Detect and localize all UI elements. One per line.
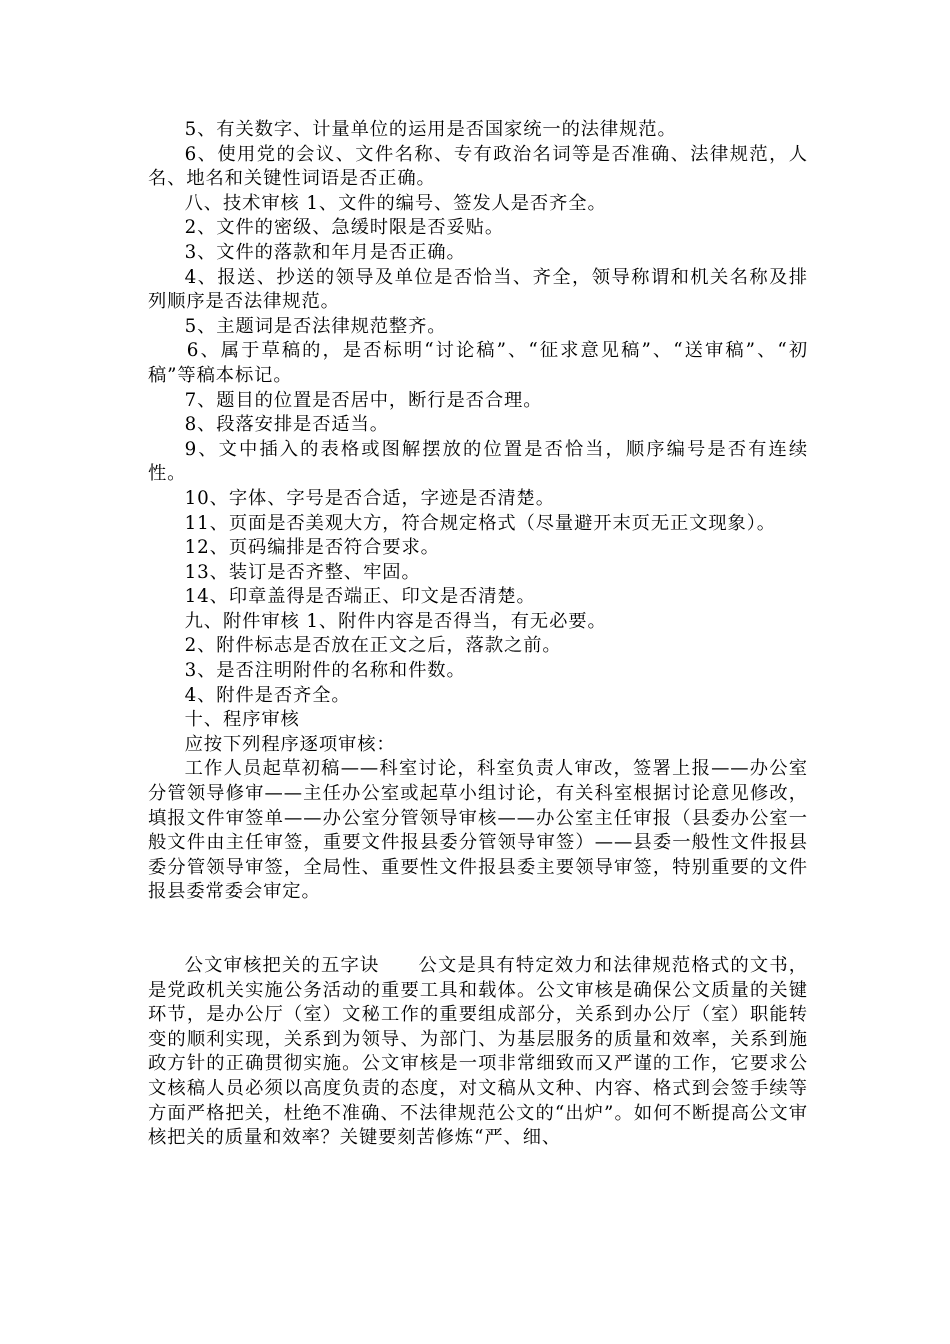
section-8-technical-review: 八、技术审核 1、文件的编号、签发人是否齐全。 bbox=[184, 192, 607, 214]
item-7-title-position: 7、题目的位置是否居中，断行是否合理。 bbox=[184, 389, 543, 411]
item-4-recipients: 4、报送、抄送的领导及单位是否恰当、齐全，领导称谓和机关名称及排列顺序是否法律规范。 bbox=[148, 266, 808, 313]
document-page bbox=[148, 118, 808, 1151]
item-13-binding: 13、装订是否齐整、牢固。 bbox=[184, 561, 421, 583]
procedure-intro: 应按下列程序逐项审核： bbox=[184, 733, 396, 755]
item-5-subject-words: 5、主题词是否法律规范整齐。 bbox=[184, 315, 447, 337]
attachment-item-3: 3、是否注明附件的名称和件数。 bbox=[184, 660, 466, 682]
attachment-item-4: 4、附件是否齐全。 bbox=[184, 684, 351, 706]
item-2-secret-level: 2、文件的密级、急缓时限是否妥贴。 bbox=[184, 217, 505, 239]
paragraph-gap bbox=[148, 905, 808, 954]
procedure-steps: 工作人员起草初稿——科室讨论，科室负责人审改，签署上报——办公室分管领导修审——主任办公室或起草小组讨论，有关科室根据讨论意见修改，填报文件审签单——办公室分管领导审核——办公室主任审报（县委办公室一般文件由主任审签，重要文件报县委分管领导审签）——县委一般性文件报县委分管领导审签，全局性、重要性文件报县委主要领导审签，特别重要的文件报县委常委会审定。 bbox=[148, 758, 808, 903]
item-6-draft-marks: 6、属于草稿的，是否标明“讨论稿”、“征求意见稿”、“送审稿”、“初稿”等稿本标记。 bbox=[148, 340, 808, 386]
item-9-tables-figures: 9、文中插入的表格或图解摆放的位置是否恰当，顺序编号是否有连续性。 bbox=[148, 438, 808, 485]
item-10-fonts: 10、字体、字号是否合适，字迹是否清楚。 bbox=[184, 487, 555, 509]
section-9-attachment-review: 九、附件审核 1、附件内容是否得当，有无必要。 bbox=[184, 610, 607, 632]
five-word-formula-paragraph: 公文审核把关的五字诀 公文是具有特定效力和法律规范格式的文书，是党政机关实施公务活动的重要工具和载体。公文审核是确保公文质量的关键环节，是办公厅（室）文秘工作的重要组成部分，关系到办公厅（室）职能转变的顺利实现，关系到为领导、为部门、为基层服务的质量和效率，关系到施政方针的正确贯彻实施。公文审核是一项非常细致而又严谨的工作，它要求公文核稿人员必须以高度负责的态度，对文稿从文种、内容、格式到会签手续等方面严格把关，杜绝不准确、不法律规范公文的“出炉”。如何不断提高公文审核把关的质量和效率？关键要刻苦修炼“严、细、 bbox=[148, 955, 808, 1149]
item-3-signature-date: 3、文件的落款和年月是否正确。 bbox=[184, 241, 466, 263]
item-11-page-layout: 11、页面是否美观大方，符合规定格式（尽量避开末页无正文现象）。 bbox=[184, 512, 776, 534]
section-10-procedure-review: 十、程序审核 bbox=[184, 709, 300, 731]
item-14-seal: 14、印章盖得是否端正、印文是否清楚。 bbox=[184, 586, 536, 608]
item-12-page-numbers: 12、页码编排是否符合要求。 bbox=[184, 537, 440, 559]
item-6-names-terms: 6、使用党的会议、文件名称、专有政治名词等是否准确、法律规范，人名、地名和关键性词语是否正确。 bbox=[148, 143, 808, 190]
item-8-paragraphs: 8、段落安排是否适当。 bbox=[184, 414, 389, 436]
item-5-numbers-units: 5、有关数字、计量单位的运用是否国家统一的法律规范。 bbox=[184, 119, 677, 140]
attachment-item-2: 2、附件标志是否放在正文之后，落款之前。 bbox=[184, 635, 562, 657]
